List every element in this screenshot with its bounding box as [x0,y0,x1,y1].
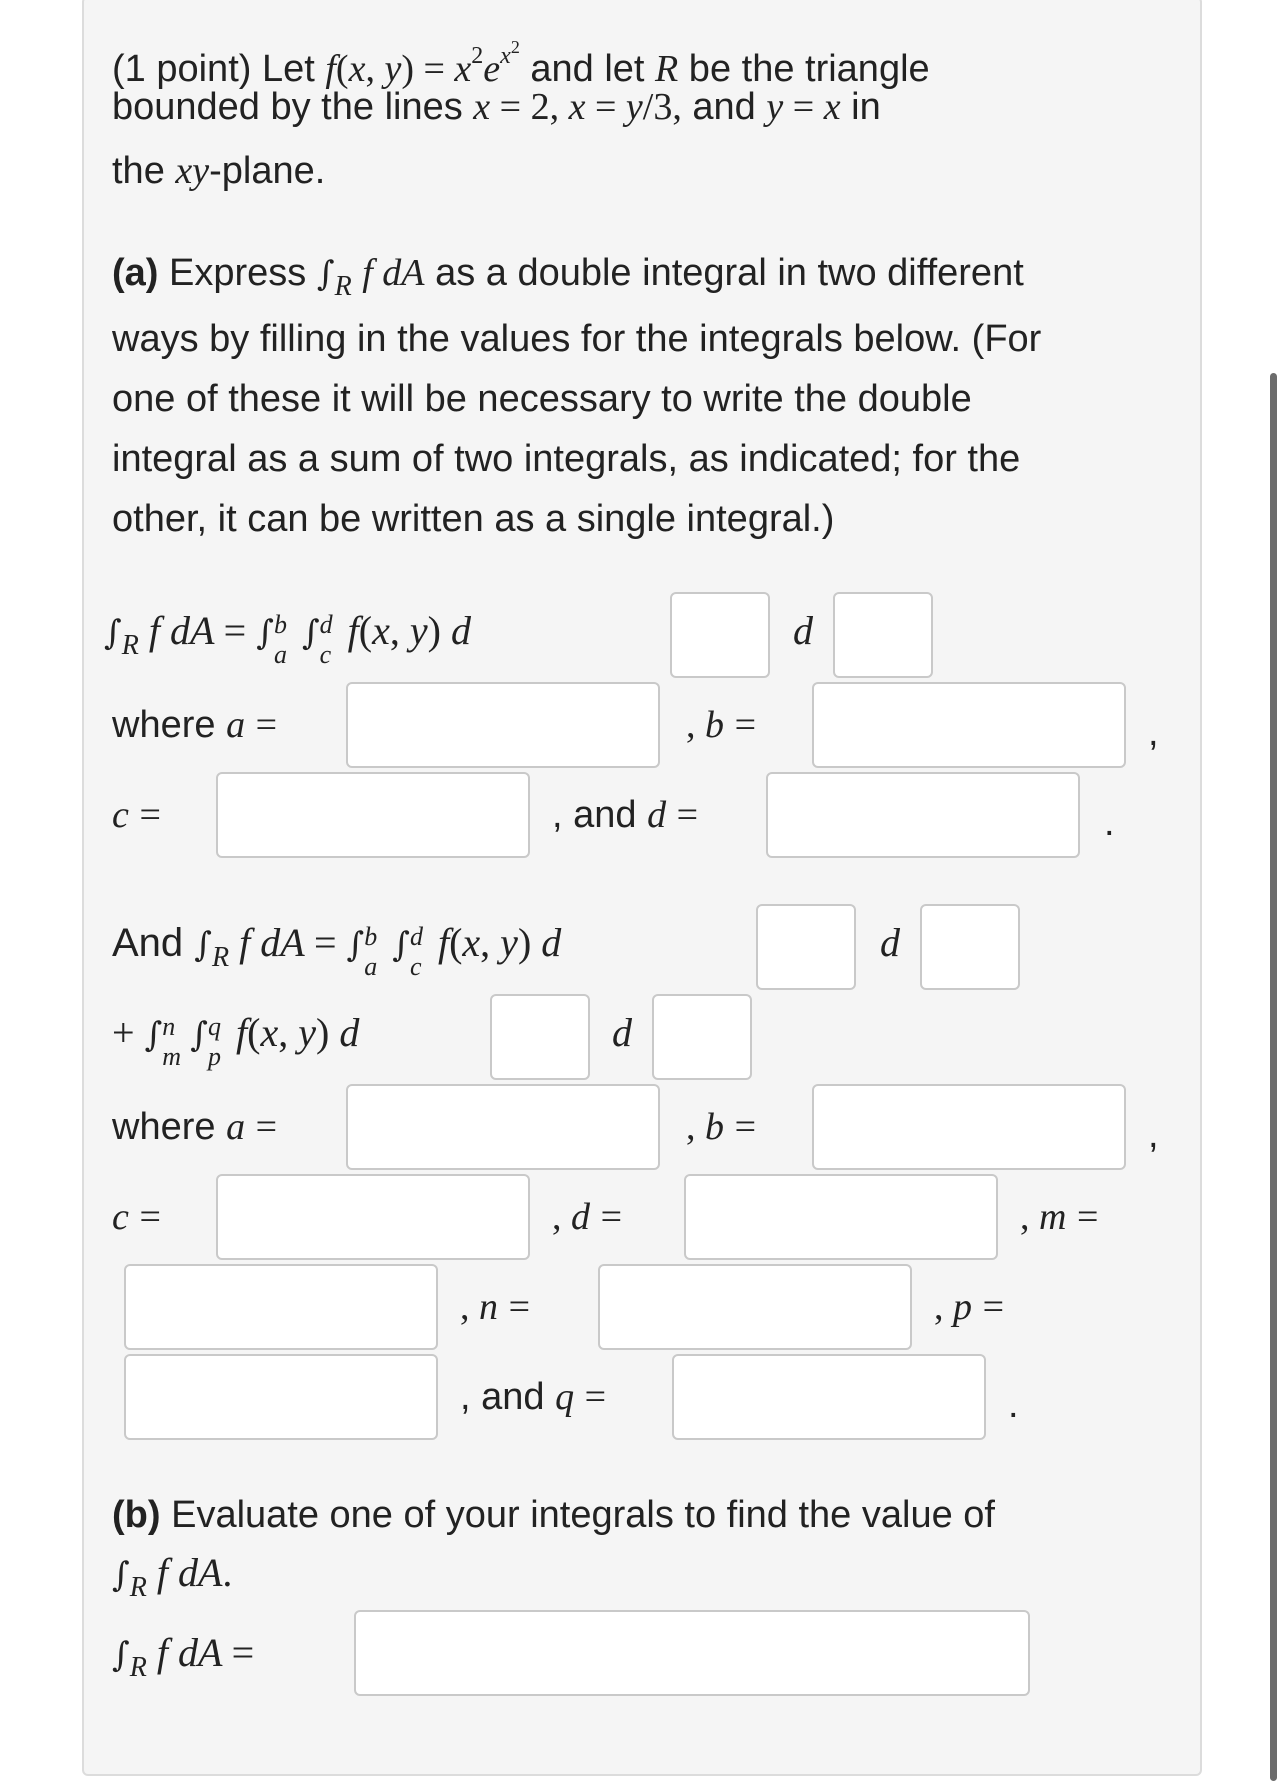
first-inner-differential-input[interactable] [670,592,770,678]
first-a-input[interactable] [346,682,660,768]
first-outer-differential-input[interactable] [833,592,933,678]
answer-label: $\int_R$ f dA = [112,1630,255,1683]
second-d-eq-label: , d = [552,1196,622,1238]
first-d-label: d [793,608,813,653]
second-plus-expr: + ∫ n m ∫ q p f(x, y) d [112,1010,360,1071]
first-where-a-label: where a = [112,704,278,746]
second-q-input[interactable] [672,1354,986,1440]
first-d-eq-label: , and d = [552,794,699,836]
second-where-a-label: where a = [112,1106,278,1148]
second-n-label: , n = [460,1286,530,1328]
second-trail-comma: , [1148,1114,1159,1156]
second-b-input[interactable] [812,1084,1126,1170]
first-c-label: c = [112,794,161,836]
part-a-line-3: one of these it will be necessary to write the double [112,378,972,420]
part-a-line-1: (a) Express $\int_R$ f dA as a double integral in two different [112,252,1024,302]
first-b-input[interactable] [812,682,1126,768]
intro-line-3: the xy-plane. [112,150,326,192]
first-integral-expr: $\int_R$ f dA = ∫ b a ∫ d c f(x, y) d [104,608,471,669]
part-a-label: (a) [112,252,159,294]
answer-input[interactable] [354,1610,1030,1696]
part-a-line-2: ways by filling in the values for the integrals below. (For [112,318,1042,360]
second-m-input[interactable] [124,1264,438,1350]
second-d-input[interactable] [684,1174,998,1260]
intro-line-2: bounded by the lines x = 2, x = y/3, and y = x in [112,86,881,128]
second-q-label: , and q = [460,1376,607,1418]
second-c-input[interactable] [216,1174,530,1260]
second-c-label: c = [112,1196,161,1238]
first-c-input[interactable] [216,772,530,858]
second-inner-differential-input[interactable] [756,904,856,990]
part-a-line-5: other, it can be written as a single integral.) [112,498,835,540]
second-p-label: , p = [934,1286,1004,1328]
first-trail-comma: , [1148,712,1159,754]
third-outer-differential-input[interactable] [652,994,752,1080]
second-integral-expr: And $\int_R$ f dA = ∫ b a ∫ d c f(x, y) d [112,920,562,981]
third-inner-differential-input[interactable] [490,994,590,1080]
scrollbar[interactable] [1270,373,1277,1781]
second-n-input[interactable] [598,1264,912,1350]
first-b-label: , b = [686,704,756,746]
second-a-input[interactable] [346,1084,660,1170]
second-m-label: , m = [1020,1196,1099,1238]
part-b-line-2: $\int_R$ f dA. [112,1550,233,1603]
part-b-text: Evaluate one of your integrals to find the value of [171,1494,995,1536]
second-b-label: , b = [686,1106,756,1148]
second-outer-differential-input[interactable] [920,904,1020,990]
intro-line-1: (1 point) Let f(x, $y) = x^2e^{x2}$ and let R be the triangle [112,37,930,90]
second-p-input[interactable] [124,1354,438,1440]
first-trail-period: . [1104,802,1115,844]
third-d-label: d [612,1010,632,1055]
first-d-input[interactable] [766,772,1080,858]
second-d-label: d [880,920,900,965]
second-trail-period: . [1008,1384,1019,1426]
part-b-label: (b) [112,1494,161,1536]
part-b-line-1 [112,1492,995,1538]
part-a-line-4: integral as a sum of two integrals, as indicated; for the [112,438,1021,480]
